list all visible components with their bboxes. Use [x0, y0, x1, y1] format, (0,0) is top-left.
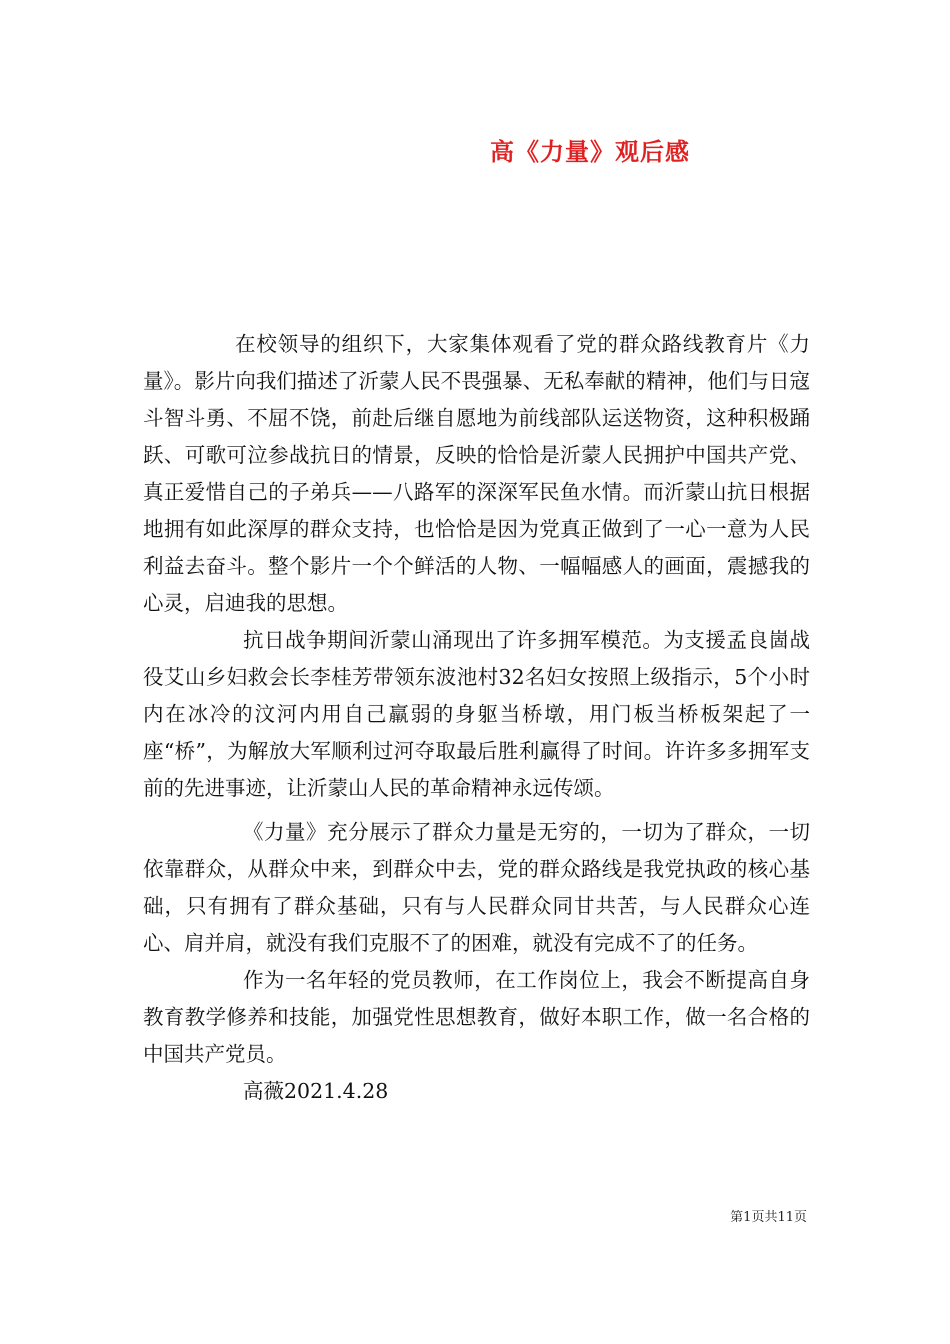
- signature: 高薇2021.4.28: [243, 1079, 389, 1103]
- paragraph-3: 《力量》充分展示了群众力量是无穷的，一切为了群众，一切依靠群众，从群众中来，到群众中去，党的群众路线是我党执政的核心基础，只有拥有了群众基础，只有与人民群众同甘共苦，与人民群众心连心、肩并肩，就没有我们克服不了的困难，就没有完成不了的任务。: [143, 820, 810, 955]
- page-number-footer: 第1页共11页: [730, 1210, 807, 1225]
- paragraph-2: 抗日战争期间沂蒙山涌现出了许多拥军模范。为支援孟良崮战役艾山乡妇救会长李桂芳带领东波池村32名妇女按照上级指示，5个小时内在冰冷的汶河内用自己羸弱的身躯当桥墩，用门板当桥板架起了一座“桥”，为解放大军顺利过河夺取最后胜利赢得了时间。许许多多拥军支前的先进事迹，让沂蒙山人民的革命精神永远传颂。: [143, 628, 810, 800]
- document-body: [143, 326, 810, 1110]
- paragraph-4: 作为一名年轻的党员教师，在工作岗位上，我会不断提高自身教育教学修养和技能，加强党性思想教育，做好本职工作，做一名合格的中国共产党员。: [143, 968, 810, 1066]
- document-title: 高《力量》观后感: [490, 137, 690, 166]
- paragraph-1: 在校领导的组织下，大家集体观看了党的群众路线教育片《力量》。影片向我们描述了沂蒙人民不畏强暴、无私奉献的精神，他们与日寇斗智斗勇、不屈不饶，前赴后继自愿地为前线部队运送物资，这种积极踊跃、可歌可泣参战抗日的情景，反映的恰恰是沂蒙人民拥护中国共产党、真正爱惜自己的子弟兵——八路军的深深军民鱼水情。而沂蒙山抗日根据地拥有如此深厚的群众支持，也恰恰是因为党真正做到了一心一意为人民利益去奋斗。整个影片一个个鲜活的人物、一幅幅感人的画面，震撼我的心灵，启迪我的思想。: [143, 332, 810, 615]
